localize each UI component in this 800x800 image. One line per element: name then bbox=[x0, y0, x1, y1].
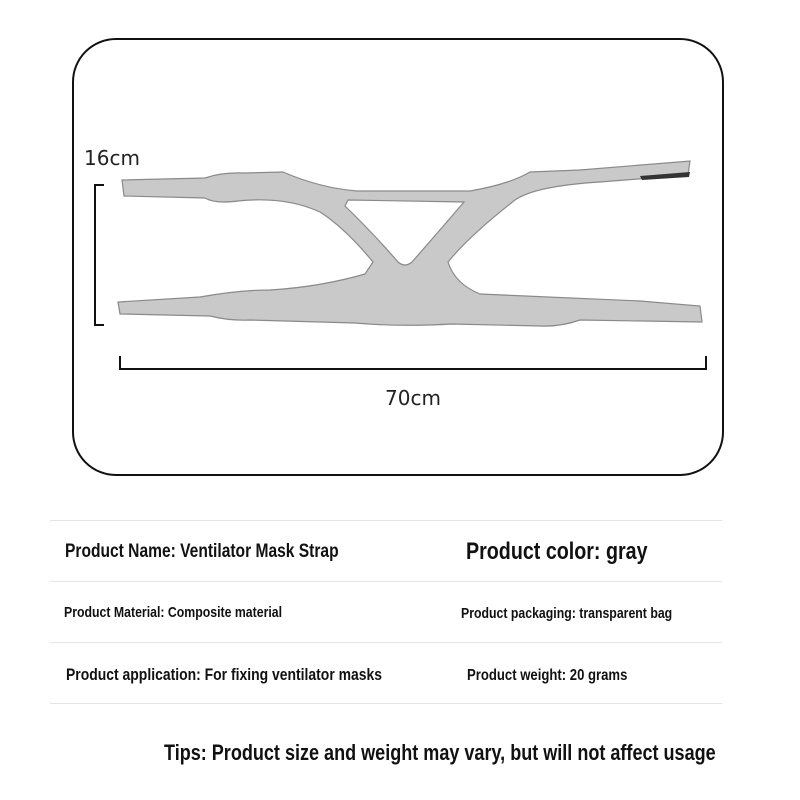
info-row bbox=[50, 520, 722, 581]
product-name: Product Name: Ventilator Mask Strap bbox=[65, 541, 339, 562]
width-dimension-bracket bbox=[119, 356, 707, 370]
height-dimension-label: 16cm bbox=[84, 146, 140, 170]
info-row bbox=[50, 581, 722, 642]
product-material: Product Material: Composite material bbox=[64, 604, 283, 621]
tips-note: Tips: Product size and weight may vary, but will not affect usage bbox=[164, 740, 716, 765]
product-color: Product color: gray bbox=[466, 538, 648, 565]
product-weight: Product weight: 20 grams bbox=[467, 667, 628, 684]
product-info-table bbox=[50, 520, 722, 704]
width-dimension-label: 70cm bbox=[385, 386, 441, 410]
info-row bbox=[50, 642, 722, 704]
product-application: Product application: For fixing ventilator masks bbox=[66, 665, 383, 684]
product-packaging: Product packaging: transparent bag bbox=[461, 605, 673, 622]
height-dimension-bracket bbox=[94, 184, 104, 326]
